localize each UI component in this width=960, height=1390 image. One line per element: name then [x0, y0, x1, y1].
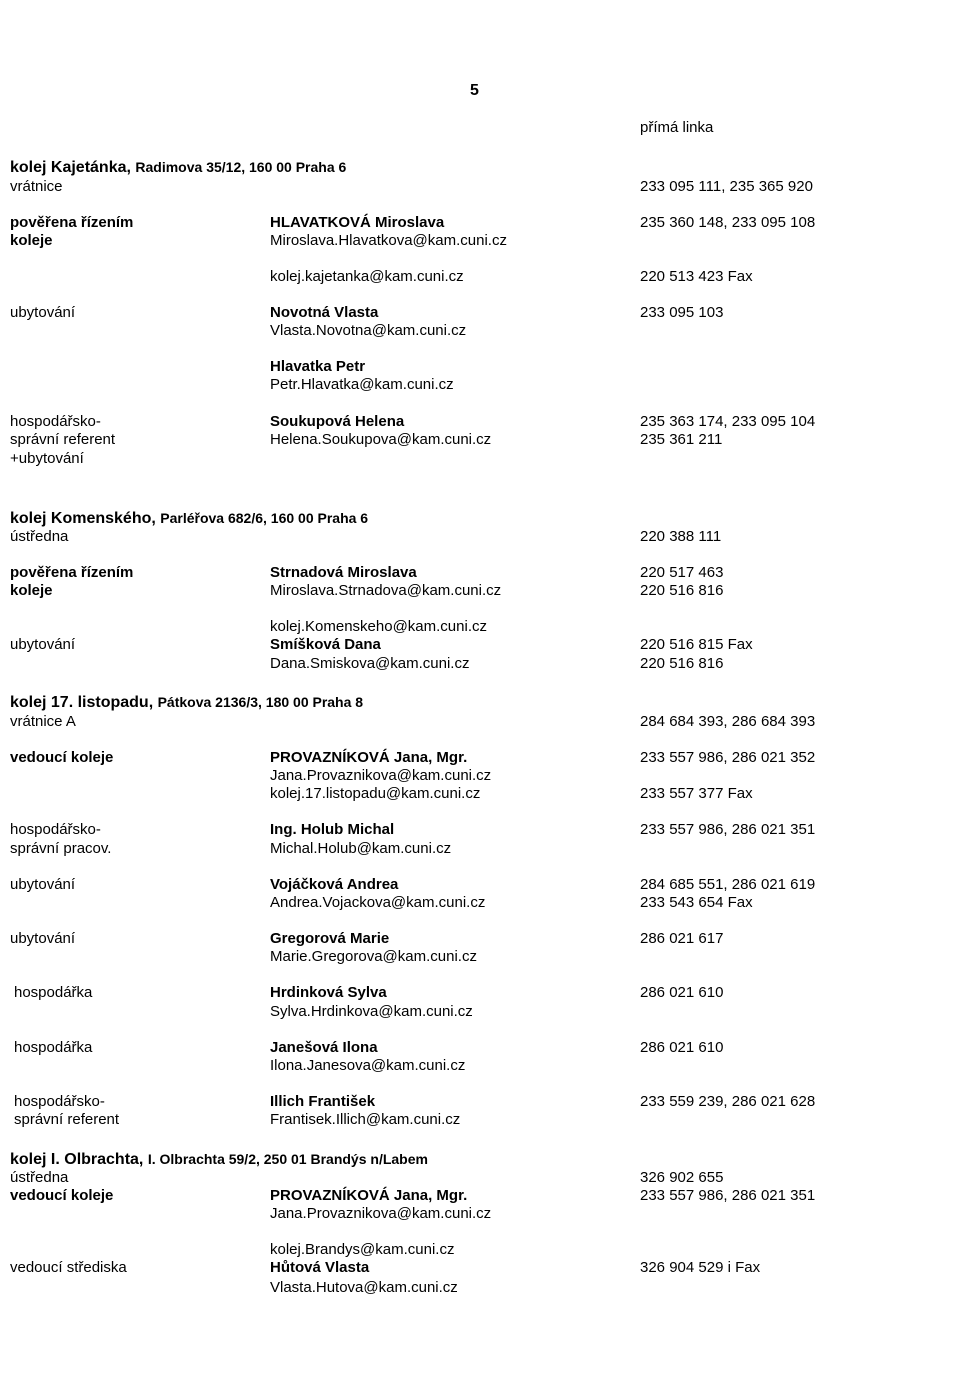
contact-text: Helena.Soukupova@kam.cuni.cz: [270, 431, 492, 448]
phone-text: 233 543 654 Fax: [640, 894, 753, 911]
document-line: [10, 268, 940, 286]
role-text: koleje: [10, 582, 53, 599]
contact-text: Ing. Holub Michal: [270, 821, 395, 838]
contact-text: Petr.Hlavatka@kam.cuni.cz: [270, 376, 454, 393]
phone-text: 233 557 377 Fax: [640, 785, 753, 802]
role-text: vrátnice A: [10, 713, 76, 730]
document-line: [10, 178, 940, 196]
document-line: [10, 1279, 940, 1297]
contact-text: Vlasta.Novotna@kam.cuni.cz: [270, 322, 467, 339]
role-text: hospodářka: [14, 1039, 93, 1056]
contact-text: kolej.Brandys@kam.cuni.cz: [270, 1241, 455, 1258]
document-line: [10, 636, 940, 654]
contact-text: Jana.Provaznikova@kam.cuni.cz: [270, 767, 492, 784]
document-line: [10, 450, 940, 468]
document-line: [10, 948, 940, 966]
contact-text: kolej.Komenskeho@kam.cuni.cz: [270, 618, 487, 635]
document-line: [10, 1169, 940, 1187]
contact-text: Hlavatka Petr: [270, 358, 366, 375]
contact-text: Ilona.Janesova@kam.cuni.cz: [270, 1057, 466, 1074]
phone-text: 235 361 211: [640, 431, 723, 448]
role-text: ubytování: [10, 876, 76, 893]
contact-text: Andrea.Vojackova@kam.cuni.cz: [270, 894, 486, 911]
document-line: [10, 582, 940, 600]
document-line: [10, 158, 940, 176]
document-line: [10, 509, 940, 527]
role-text: ubytování: [10, 304, 76, 321]
role-text: hospodářsko-: [10, 413, 101, 430]
role-text: ubytování: [10, 930, 76, 947]
document-line: [10, 785, 940, 803]
contact-text: PROVAZNÍKOVÁ Jana, Mgr.: [270, 1187, 468, 1204]
phone-text: 220 388 111: [640, 528, 722, 545]
phone-text: 286 021 617: [640, 930, 724, 947]
role-text: vedoucí střediska: [10, 1259, 127, 1276]
phone-text: 220 516 815 Fax: [640, 636, 753, 653]
contact-text: Strnadová Miroslava: [270, 564, 417, 581]
role-text: vrátnice: [10, 178, 63, 195]
document-line: [10, 232, 940, 250]
role-text: ústředna: [10, 1169, 69, 1186]
section-title: kolej Kajetánka,: [10, 159, 136, 176]
contact-text: PROVAZNÍKOVÁ Jana, Mgr.: [270, 749, 468, 766]
phone-text: 235 363 174, 233 095 104: [640, 413, 816, 430]
page-number: 5: [470, 82, 479, 99]
role-text: hospodářsko-: [14, 1093, 105, 1110]
contact-text: Vlasta.Hutova@kam.cuni.cz: [270, 1279, 458, 1296]
document-line: [10, 1093, 940, 1111]
role-text: správní pracov.: [10, 840, 112, 857]
role-text: správní referent: [14, 1111, 120, 1128]
document-line: [10, 930, 940, 948]
phone-text: 326 902 655: [640, 1169, 724, 1186]
role-text: pověřena řízením: [10, 564, 134, 581]
document-line: [10, 564, 940, 582]
phone-text: 233 557 986, 286 021 351: [640, 821, 816, 838]
contact-text: Michal.Holub@kam.cuni.cz: [270, 840, 452, 857]
contact-text: kolej.kajetanka@kam.cuni.cz: [270, 268, 464, 285]
section-heading: [10, 158, 346, 177]
role-text: hospodářka: [14, 984, 93, 1001]
contact-text: HLAVATKOVÁ Miroslava: [270, 214, 445, 231]
phone-text: 233 095 103: [640, 304, 724, 321]
document-line: [10, 322, 940, 340]
document-line: [10, 1259, 940, 1277]
phone-column-header: přímá linka: [640, 119, 714, 136]
document-line: [10, 713, 940, 731]
document-line: [10, 1241, 940, 1259]
phone-text: 284 684 393, 286 684 393: [640, 713, 816, 730]
contact-text: Novotná Vlasta: [270, 304, 379, 321]
phone-text: 233 557 986, 286 021 352: [640, 749, 816, 766]
document-line: [10, 1205, 940, 1223]
document-line: [10, 1039, 940, 1057]
contact-text: Miroslava.Hlavatkova@kam.cuni.cz: [270, 232, 507, 249]
phone-text: 233 557 986, 286 021 351: [640, 1187, 816, 1204]
document-line: [10, 413, 940, 431]
contact-text: Soukupová Helena: [270, 413, 405, 430]
role-text: koleje: [10, 232, 53, 249]
role-text: hospodářsko-: [10, 821, 101, 838]
phone-text: 284 685 551, 286 021 619: [640, 876, 816, 893]
contact-text: Marie.Gregorova@kam.cuni.cz: [270, 948, 477, 965]
document-line: [10, 655, 940, 673]
role-text: +ubytování: [10, 450, 84, 467]
document-line: [10, 894, 940, 912]
section-title: kolej 17. listopadu,: [10, 694, 158, 711]
phone-text: 220 516 816: [640, 582, 724, 599]
document-line: [10, 821, 940, 839]
role-text: vedoucí koleje: [10, 1187, 114, 1204]
contact-text: Frantisek.Illich@kam.cuni.cz: [270, 1111, 461, 1128]
document-line: [10, 1150, 940, 1168]
phone-text: 286 021 610: [640, 984, 724, 1001]
contact-text: Illich František: [270, 1093, 376, 1110]
contact-text: kolej.17.listopadu@kam.cuni.cz: [270, 785, 481, 802]
section-title: kolej Komenského,: [10, 510, 161, 527]
document-line: [10, 749, 940, 767]
document-line: [10, 1111, 940, 1129]
contact-text: Gregorová Marie: [270, 930, 390, 947]
phone-text: 220 517 463: [640, 564, 724, 581]
section-title: kolej I. Olbrachta,: [10, 1151, 148, 1168]
phone-text: 233 559 239, 286 021 628: [640, 1093, 816, 1110]
document-line: [10, 1057, 940, 1075]
role-text: pověřena řízením: [10, 214, 134, 231]
phone-text: 326 904 529 i Fax: [640, 1259, 761, 1276]
contact-text: Hůtová Vlasta: [270, 1259, 370, 1276]
section-heading: [10, 509, 368, 528]
role-text: ubytování: [10, 636, 76, 653]
document-line: [10, 431, 940, 449]
document-line: [10, 1003, 940, 1021]
phone-text: 233 095 111, 235 365 920: [640, 178, 813, 195]
section-heading: [10, 1150, 428, 1169]
contact-text: Janešová Ilona: [270, 1039, 378, 1056]
phone-text: 235 360 148, 233 095 108: [640, 214, 816, 231]
document-line: [10, 214, 940, 232]
document-line: [10, 1187, 940, 1205]
document-line: [10, 358, 940, 376]
section-address: Radimova 35/12, 160 00 Praha 6: [135, 159, 347, 175]
contact-text: Vojáčková Andrea: [270, 876, 399, 893]
contact-text: Sylva.Hrdinkova@kam.cuni.cz: [270, 1003, 473, 1020]
document-line: [10, 376, 940, 394]
contact-text: Smíšková Dana: [270, 636, 381, 653]
document-line: [10, 876, 940, 894]
section-heading: [10, 693, 363, 712]
document-line: [10, 767, 940, 785]
phone-text: 220 516 816: [640, 655, 724, 672]
section-address: Parléřova 682/6, 160 00 Praha 6: [160, 510, 369, 526]
document-line: [10, 528, 940, 546]
role-text: ústředna: [10, 528, 69, 545]
document-line: [10, 840, 940, 858]
section-address: Pátkova 2136/3, 180 00 Praha 8: [157, 694, 364, 710]
document-line: [10, 618, 940, 636]
section-address: I. Olbrachta 59/2, 250 01 Brandýs n/Labem: [147, 1151, 428, 1167]
role-text: správní referent: [10, 431, 116, 448]
contact-text: Miroslava.Strnadova@kam.cuni.cz: [270, 582, 502, 599]
contact-text: Jana.Provaznikova@kam.cuni.cz: [270, 1205, 492, 1222]
document-line: [10, 304, 940, 322]
document-line: [10, 693, 940, 711]
contact-text: Dana.Smiskova@kam.cuni.cz: [270, 655, 470, 672]
document-line: [10, 984, 940, 1002]
contact-text: Hrdinková Sylva: [270, 984, 387, 1001]
phone-text: 286 021 610: [640, 1039, 724, 1056]
role-text: vedoucí koleje: [10, 749, 114, 766]
phone-text: 220 513 423 Fax: [640, 268, 753, 285]
